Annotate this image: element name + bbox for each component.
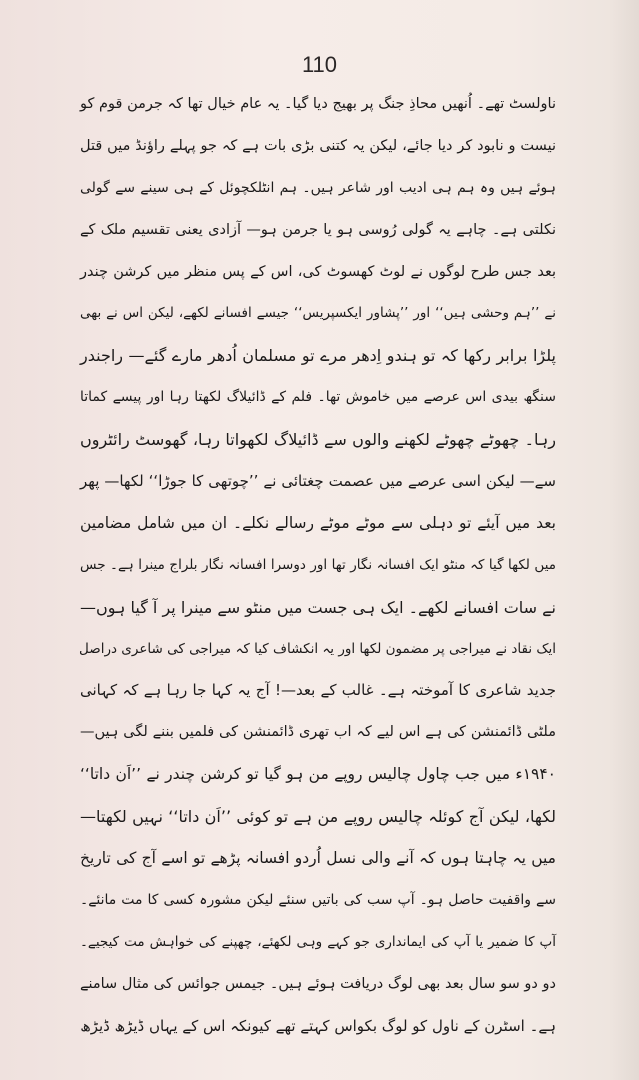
text-line: سے واقفیت حاصل ہو۔ آپ سب کی باتیں سنئے لیکن مشورہ کسی کا مت مانئے۔ <box>80 891 556 908</box>
text-line: دو دو سو سال بعد بھی لوگ دریافت ہوئے ہیں۔ جیمس جوائس کی مثال سامنے <box>80 975 556 992</box>
text-line: پلڑا برابر رکھا کہ تو ہندو اِدھر مرے تو مسلمان اُدھر مارے گئے— راجندر <box>80 346 556 366</box>
text-line: سے— لیکن اسی عرصے میں عصمت چغتائی نے ’’چوتھی کا جوڑا‘‘ لکھا— پھر <box>80 472 556 491</box>
page-body-text <box>80 84 556 1047</box>
text-line: نکلتی ہے۔ چاہے یہ گولی رُوسی ہو یا جرمن ہو— آزادی یعنی تقسیم ملک کے <box>80 221 556 238</box>
text-line: جدید شاعری کا آموختہ ہے۔ غالب کے بعد—! آج یہ کہا جا رہا ہے کہ کہانی <box>80 681 556 700</box>
text-line: بعد میں آیئے تو دہلی سے موٹے موٹے رسالے نکلے۔ ان میں شامل مضامین <box>80 513 556 532</box>
text-line: سنگھ بیدی اس عرصے میں خاموش تھا۔ فلم کے ڈائیلاگ لکھتا رہا اور پیسے کماتا <box>80 389 556 406</box>
text-line: میں یہ چاہتا ہوں کہ آنے والی نسل اُردو افسانہ پڑھے تو اسے آج کی تاریخ <box>80 849 556 868</box>
text-line: لکھا، لیکن آج کوئلہ چالیس روپے من ہے تو کوئی ’’اَن داتا‘‘ نہیں لکھتا— <box>80 807 556 827</box>
text-line: ناولسٹ تھے۔ اُنھیں محاذِ جنگ پر بھیج دیا گیا۔ یہ عام خیال تھا کہ جرمن قوم کو <box>80 96 556 112</box>
text-line: ۱۹۴۰ء میں جب چاول چالیس روپے من ہو گیا تو کرشن چندر نے ’’اَن داتا‘‘ <box>80 765 556 784</box>
text-line: میں لکھا گیا کہ منٹو ایک افسانہ نگار تھا اور دوسرا افسانہ نگار بلراج مینرا ہے۔ جس <box>80 556 556 573</box>
text-line: نے ’’ہم وحشی ہیں‘‘ اور ’’پشاور ایکسپریس‘‘ جیسے افسانے لکھے، لیکن اس نے بھی <box>80 305 556 322</box>
page-number: 110 <box>301 52 338 77</box>
text-line: رہا۔ چھوٹے چھوٹے لکھنے والوں سے ڈائیلاگ لکھواتا رہا، گھوسٹ رائٹروں <box>80 430 556 450</box>
text-line: بعد جس طرح لوگوں نے لوٹ کھسوٹ کی، اس کے پس منظر میں کرشن چندر <box>80 263 556 280</box>
text-line: ہوئے ہیں وہ ہم ہی ادیب اور شاعر ہیں۔ ہم انٹلکچوئل کے ہی سینے سے گولی <box>80 179 556 196</box>
page-edge-shadow <box>609 0 639 1080</box>
text-line: نیست و نابود کر دیا جائے، لیکن یہ کتنی بڑی بات ہے کہ جو پہلے راؤنڈ میں قتل <box>80 137 556 154</box>
text-line: آپ کا ضمیر یا آپ کی ایمانداری جو کہے وہی لکھئے، چھپنے کی خواہش مت کیجیے۔ <box>80 933 556 950</box>
text-line: ملٹی ڈائمنشن کی ہے اس لیے کہ اب تھری ڈائمنشن کی فلمیں بننے لگی ہیں— <box>80 724 556 741</box>
text-line: ایک نقاد نے میراجی پر مضمون لکھا اور یہ انکشاف کیا کہ میراجی کی شاعری دراصل <box>79 640 556 657</box>
text-line: نے سات افسانے لکھے۔ ایک ہی جست میں منٹو سے مینرا پر آ گیا ہوں— <box>80 597 556 617</box>
text-line: ہے۔ اسٹرن کے ناول کو لوگ بکواس کہتے تھے کیونکہ اس کے یہاں ڈیڑھ ڈیڑھ <box>80 1016 556 1035</box>
